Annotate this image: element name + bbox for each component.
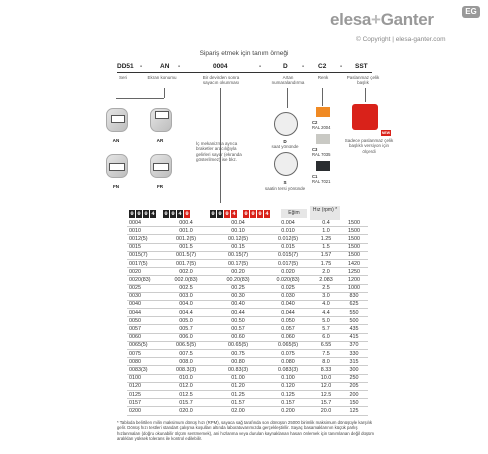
brand-badge: EG	[462, 6, 480, 18]
table-cell: 6.0	[312, 333, 340, 341]
digit: 0	[164, 210, 168, 217]
connector-direction	[287, 88, 288, 108]
table-row	[127, 341, 368, 349]
table-cell: 370	[340, 341, 368, 349]
table-cell: 0.017(5)	[264, 259, 312, 267]
table-cell: 0040	[127, 300, 160, 308]
color-ral: RAL 7035	[312, 152, 331, 157]
table-cell: 012.5	[160, 390, 212, 398]
table-cell: 0.030	[264, 292, 312, 300]
brand-plus: +	[371, 10, 381, 29]
table-cell: 200	[340, 390, 368, 398]
table-cell: 0.200	[264, 407, 312, 415]
table-cell: 4.4	[312, 309, 340, 317]
table-cell: 003.0	[160, 292, 212, 300]
table-cell: 0.157	[264, 399, 312, 407]
brand-name-a: elesa	[330, 10, 372, 29]
table-cell: 3.0	[312, 292, 340, 300]
label-reading: Bir devirden sonra sayacın okunması	[202, 75, 240, 86]
table-cell: 0012(5)	[127, 235, 160, 243]
table-row	[127, 292, 368, 300]
digit: 0	[185, 210, 189, 217]
table-cell: 205	[340, 382, 368, 390]
code-reading: 0004	[213, 63, 228, 70]
table-cell: 6.55	[312, 341, 340, 349]
table-row	[127, 358, 368, 366]
table-cell: 0015	[127, 243, 160, 251]
table-cell: 001.0	[160, 227, 212, 235]
display-window	[111, 115, 125, 123]
table-cell: 1000	[340, 284, 368, 292]
color-swatch-c1	[316, 161, 330, 171]
table-cell: 0050	[127, 317, 160, 325]
table-cell: 00.57	[212, 325, 264, 333]
table-cell: 00.65(5)	[212, 341, 264, 349]
table-row	[127, 227, 368, 235]
table-cell: 01.00	[212, 374, 264, 382]
header-hiz: Hız (rpm) *	[310, 206, 340, 220]
table-cell: 0125	[127, 390, 160, 398]
table-cell: 0.015	[264, 243, 312, 251]
position-ar: AR	[156, 138, 164, 143]
table-cell: 0.057	[264, 325, 312, 333]
table-cell: 0200	[127, 407, 160, 415]
table-row	[127, 235, 368, 243]
code-sst: SST	[355, 63, 368, 70]
table-cell: 0.044	[264, 309, 312, 317]
table-row	[127, 284, 368, 292]
table-cell: 002.5	[160, 284, 212, 292]
table-cell: 10.0	[312, 374, 340, 382]
digit: 0	[218, 210, 222, 217]
table-cell: 010.0	[160, 374, 212, 382]
table-cell: 00.40	[212, 300, 264, 308]
example-title: Sipariş etmek için tanım örneği	[199, 50, 289, 57]
table-cell: 0.020(83)	[264, 276, 312, 284]
table-cell: 00.15(7)	[212, 251, 264, 259]
digit: 0	[258, 210, 262, 217]
table-row	[127, 399, 368, 407]
code-dash-3: -	[259, 63, 262, 70]
table-cell: 020.0	[160, 407, 212, 415]
table-cell: 00.60	[212, 333, 264, 341]
table-cell: 8.0	[312, 358, 340, 366]
table-cell: 5.7	[312, 325, 340, 333]
clockwise-icon	[274, 112, 298, 136]
table-cell: 830	[340, 292, 368, 300]
sst-text: Sadece paslanmaz çelik başlıklı versiyon için ölçerdi	[344, 138, 394, 154]
table-cell: 0.040	[264, 300, 312, 308]
table-cell: 0004	[127, 219, 160, 227]
table-cell: 00.04	[212, 219, 264, 227]
table-row	[127, 366, 368, 374]
table-cell: 330	[340, 350, 368, 358]
table-cell: 0120	[127, 382, 160, 390]
table-row	[127, 219, 368, 227]
table-row	[127, 243, 368, 251]
table-cell: 01.20	[212, 382, 264, 390]
table-cell: 500	[340, 317, 368, 325]
table-cell: 00.80	[212, 358, 264, 366]
table-row	[127, 276, 368, 284]
product-an-image	[106, 108, 128, 132]
table-cell: 1.57	[312, 251, 340, 259]
product-fr-image	[150, 154, 172, 178]
digit: 0	[137, 210, 141, 217]
direction-d: D	[283, 139, 287, 144]
table-cell: 0.012(5)	[264, 235, 312, 243]
brand-logo	[330, 10, 434, 30]
table-row	[127, 350, 368, 358]
table-row	[127, 374, 368, 382]
display-window	[109, 163, 125, 171]
table-cell: 2.5	[312, 284, 340, 292]
table-cell: 2.0	[312, 268, 340, 276]
copyright-text: © Copyright | elesa-ganter.com	[356, 36, 446, 43]
table-cell: 00.44	[212, 309, 264, 317]
table-cell: 006.5(5)	[160, 341, 212, 349]
code-color: C2	[318, 63, 327, 70]
color-c3-label	[312, 147, 330, 157]
table-cell: 0.025	[264, 284, 312, 292]
table-cell: 0.120	[264, 382, 312, 390]
footnote: * Tabloda belirtilen milin maksimum dönüş hızı (RPM), sayaca sağ tarafında son dönüşün 25000 birimlik maksimum dönüşüyle karşılık gelir. Dönüş hızı testleri standart çalışma koşulları altında laboratuvarımızda gerçekleştirilir. Sayaç basamaklarının küçük parlış hızlanmaları (doğru okunabilir ölçüm sentmemek), ani hızlanma veya durulan kaynaklanan hasarı önlemek için tanımlanan değil düşüm aralıkları yüksek tolerans ile kontrol edilebilir.	[117, 420, 374, 441]
direction-s: S	[283, 180, 287, 185]
table-cell: 20.0	[312, 407, 340, 415]
code-dash-5: -	[340, 63, 343, 70]
table-cell: 8.33	[312, 366, 340, 374]
sst-product-image	[352, 104, 378, 130]
counter-sample-4	[243, 210, 270, 218]
color-code: C2	[312, 120, 318, 125]
table-cell: 00.20(83)	[212, 276, 264, 284]
color-code: C3	[312, 147, 318, 152]
table-cell: 015.7	[160, 399, 212, 407]
table-cell: 300	[340, 366, 368, 374]
table-cell: 2.083	[312, 276, 340, 284]
table-cell: 002.0	[160, 268, 212, 276]
code-series: DD51	[117, 63, 134, 70]
table-cell: 1.25	[312, 235, 340, 243]
table-row	[127, 382, 368, 390]
digit: 4	[232, 210, 236, 217]
table-cell: 415	[340, 333, 368, 341]
table-cell: 0015(7)	[127, 251, 160, 259]
table-row	[127, 407, 368, 415]
code-dash-2: -	[178, 63, 181, 70]
table-cell: 0.4	[312, 219, 340, 227]
counter-sample-2	[163, 210, 190, 218]
table-cell: 0010	[127, 227, 160, 235]
table-cell: 004.0	[160, 300, 212, 308]
table-cell: 00.15	[212, 243, 264, 251]
color-code: C1	[312, 174, 318, 179]
table-cell: 250	[340, 374, 368, 382]
digit: 4	[178, 210, 182, 217]
product-fn-image	[106, 154, 128, 178]
table-cell: 0030	[127, 292, 160, 300]
digit: 4	[265, 210, 269, 217]
table-cell: 00.20	[212, 268, 264, 276]
table-row	[127, 268, 368, 276]
connector-sst	[365, 88, 366, 102]
reading-table	[127, 219, 368, 416]
table-cell: 4.0	[312, 300, 340, 308]
table-cell: 00.17(5)	[212, 259, 264, 267]
table-cell: 0100	[127, 374, 160, 382]
table-cell: 0057	[127, 325, 160, 333]
digit: 0	[251, 210, 255, 217]
table-cell: 008.3(3)	[160, 366, 212, 374]
table-cell: 0.100	[264, 374, 312, 382]
position-an: AN	[112, 138, 120, 143]
brand-name-b: Ganter	[380, 10, 434, 29]
code-dash-1: -	[140, 63, 143, 70]
table-row	[127, 333, 368, 341]
table-cell: 435	[340, 325, 368, 333]
table-cell: 0.004	[264, 219, 312, 227]
table-cell: 0.060	[264, 333, 312, 341]
table-cell: 00.83(3)	[212, 366, 264, 374]
table-cell: 7.5	[312, 350, 340, 358]
table-cell: 0075	[127, 350, 160, 358]
table-cell: 001.5(7)	[160, 251, 212, 259]
table-cell: 1500	[340, 227, 368, 235]
table-cell: 01.25	[212, 390, 264, 398]
table-cell: 01.57	[212, 399, 264, 407]
digit: 0	[171, 210, 175, 217]
table-cell: 5.0	[312, 317, 340, 325]
table-cell: 008.0	[160, 358, 212, 366]
counter-sample-1	[129, 210, 156, 218]
color-c2-label	[312, 120, 330, 130]
table-cell: 0025	[127, 284, 160, 292]
product-ar-image	[150, 108, 172, 132]
table-cell: 00.25	[212, 284, 264, 292]
table-cell: 1500	[340, 243, 368, 251]
table-cell: 0044	[127, 309, 160, 317]
counterclockwise-icon	[274, 152, 298, 176]
table-cell: 012.0	[160, 382, 212, 390]
digit: 0	[225, 210, 229, 217]
table-cell: 0.015(7)	[264, 251, 312, 259]
code-underline	[117, 72, 372, 73]
table-cell: 625	[340, 300, 368, 308]
table-cell: 1500	[340, 251, 368, 259]
table-row	[127, 325, 368, 333]
position-fn: FN	[112, 184, 120, 189]
table-cell: 0.083(3)	[264, 366, 312, 374]
digit: 0	[244, 210, 248, 217]
table-cell: 02.00	[212, 407, 264, 415]
color-c1-label	[312, 174, 330, 184]
table-cell: 001.2(5)	[160, 235, 212, 243]
table-cell: 0065(5)	[127, 341, 160, 349]
table-cell: 0020	[127, 268, 160, 276]
digit: 4	[151, 210, 155, 217]
table-cell: 550	[340, 309, 368, 317]
table-cell: 0017(5)	[127, 259, 160, 267]
table-cell: 00.30	[212, 292, 264, 300]
label-sst: Paslanmaz çelik başlık	[346, 75, 380, 86]
color-ral: RAL 7021	[312, 179, 331, 184]
digit: 0	[211, 210, 215, 217]
table-cell: 0.080	[264, 358, 312, 366]
connector-position-h	[116, 98, 164, 99]
table-cell: 007.5	[160, 350, 212, 358]
table-row	[127, 251, 368, 259]
digit: 0	[130, 210, 134, 217]
color-swatch-c2	[316, 107, 330, 117]
table-cell: 004.4	[160, 309, 212, 317]
color-swatch-c3	[316, 134, 330, 144]
table-cell: 0060	[127, 333, 160, 341]
table-cell: 0.075	[264, 350, 312, 358]
direction-d-text: saat yönünde	[271, 144, 299, 149]
label-series: Seri	[118, 75, 127, 80]
table-row	[127, 317, 368, 325]
table-cell: 00.10	[212, 227, 264, 235]
table-cell: 006.0	[160, 333, 212, 341]
counter-sample-3	[210, 210, 237, 218]
table-cell: 12.5	[312, 390, 340, 398]
table-row	[127, 309, 368, 317]
digit: 0	[144, 210, 148, 217]
table-cell: 00.12(5)	[212, 235, 264, 243]
table-row	[127, 259, 368, 267]
label-color: Renk	[317, 75, 329, 80]
table-cell: 0080	[127, 358, 160, 366]
color-ral: RAL 2004	[312, 125, 331, 130]
mechanism-note: İç mekanizma ayrıca braketler aracılığıyla gelirleri sayar (ekranda gösterilmez) ise bkz.	[196, 141, 242, 162]
table-cell: 0157	[127, 399, 160, 407]
table-cell: 0.065(5)	[264, 341, 312, 349]
connector-color	[322, 88, 323, 106]
table-cell: 0020(83)	[127, 276, 160, 284]
display-window	[153, 163, 169, 171]
table-cell: 00.75	[212, 350, 264, 358]
table-cell: 1420	[340, 259, 368, 267]
table-cell: 005.7	[160, 325, 212, 333]
new-badge: NEW	[381, 131, 391, 135]
table-row	[127, 300, 368, 308]
table-cell: 0.050	[264, 317, 312, 325]
table-cell: 0083(3)	[127, 366, 160, 374]
display-window	[155, 111, 169, 119]
table-cell: 0.010	[264, 227, 312, 235]
table-cell: 002.0(83)	[160, 276, 212, 284]
table-cell: 12.0	[312, 382, 340, 390]
table-cell: 001.5	[160, 243, 212, 251]
table-cell: 1200	[340, 276, 368, 284]
label-position: Ekran konumu	[147, 75, 177, 80]
position-fr: FR	[156, 184, 164, 189]
connector-position	[164, 88, 165, 98]
table-cell: 001.7(5)	[160, 259, 212, 267]
table-cell: 0.020	[264, 268, 312, 276]
table-cell: 000.4	[160, 219, 212, 227]
table-row	[127, 390, 368, 398]
label-direction: Artan numaralandırma	[271, 75, 305, 86]
table-cell: 1500	[340, 219, 368, 227]
table-cell: 005.0	[160, 317, 212, 325]
table-cell: 1.0	[312, 227, 340, 235]
table-cell: 1250	[340, 268, 368, 276]
table-cell: 15.7	[312, 399, 340, 407]
table-cell: 315	[340, 358, 368, 366]
table-cell: 0.125	[264, 390, 312, 398]
code-direction: D	[283, 63, 288, 70]
direction-s-text: saatin tersi yönünde	[264, 186, 306, 191]
table-cell: 1.75	[312, 259, 340, 267]
code-dash-4: -	[302, 63, 305, 70]
table-cell: 1500	[340, 235, 368, 243]
code-position: AN	[160, 63, 170, 70]
table-cell: 00.50	[212, 317, 264, 325]
table-cell: 150	[340, 399, 368, 407]
table-cell: 125	[340, 407, 368, 415]
table-cell: 1.5	[312, 243, 340, 251]
header-egim: Eğim	[281, 209, 307, 218]
